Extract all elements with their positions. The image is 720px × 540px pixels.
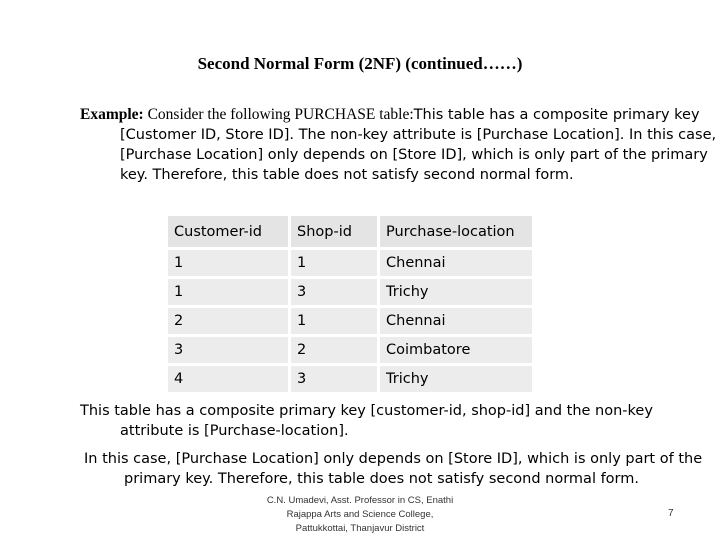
note-paragraph-2: In this case, [Purchase Location] only depends on [Store ID], which is only part of the primary key. Therefore, this table does not satisfy second normal form.	[84, 451, 703, 487]
example-lead: Example:	[80, 106, 144, 123]
cell-customer-id: 1	[168, 279, 291, 308]
footer-line-2: Rajappa Arts and Science College,	[286, 509, 434, 520]
example-body: This table has a composite primary key [Customer ID, Store ID]. The non-key attribute is [Purchase Location]. In this case, [Purchase Location] only depends on [Store ID], which is only part of the primary key. Therefore, this table does not satisfy second normal form.	[120, 107, 717, 183]
footer-line-3: Pattukkottai, Thanjavur District	[295, 523, 425, 534]
cell-shop-id: 3	[291, 279, 380, 308]
table-row	[168, 250, 535, 279]
table-row	[168, 279, 535, 308]
cell-shop-id: 1	[291, 250, 380, 279]
cell-purchase-location: Trichy	[380, 279, 535, 308]
cell-purchase-location: Chennai	[380, 308, 535, 337]
cell-purchase-location: Coimbatore	[380, 337, 535, 366]
cell-customer-id: 1	[168, 250, 291, 279]
table-row	[168, 337, 535, 366]
table-row	[168, 308, 535, 337]
footer-line-1: C.N. Umadevi, Asst. Professor in CS, Enathi	[266, 495, 454, 506]
page-number: 7	[668, 508, 674, 519]
cell-shop-id: 3	[291, 366, 380, 395]
footer-credit	[0, 494, 720, 536]
purchase-table	[168, 216, 535, 395]
note-paragraph-1: This table has a composite primary key [customer-id, shop-id] and the non-key attribute is [Purchase-location].	[80, 403, 653, 439]
cell-shop-id: 2	[291, 337, 380, 366]
cell-purchase-location: Chennai	[380, 250, 535, 279]
cell-customer-id: 3	[168, 337, 291, 366]
cell-purchase-location: Trichy	[380, 366, 535, 395]
header-customer-id: Customer-id	[168, 216, 291, 250]
cell-shop-id: 1	[291, 308, 380, 337]
slide-title: Second Normal Form (2NF) (continued……)	[197, 54, 523, 73]
header-purchase-location: Purchase-location	[380, 216, 535, 250]
table-row	[168, 366, 535, 395]
header-shop-id: Shop-id	[291, 216, 380, 250]
cell-customer-id: 2	[168, 308, 291, 337]
table-header-row	[168, 216, 535, 250]
example-intro: Consider the following PURCHASE table:	[143, 106, 414, 123]
cell-customer-id: 4	[168, 366, 291, 395]
example-paragraph	[80, 105, 720, 185]
